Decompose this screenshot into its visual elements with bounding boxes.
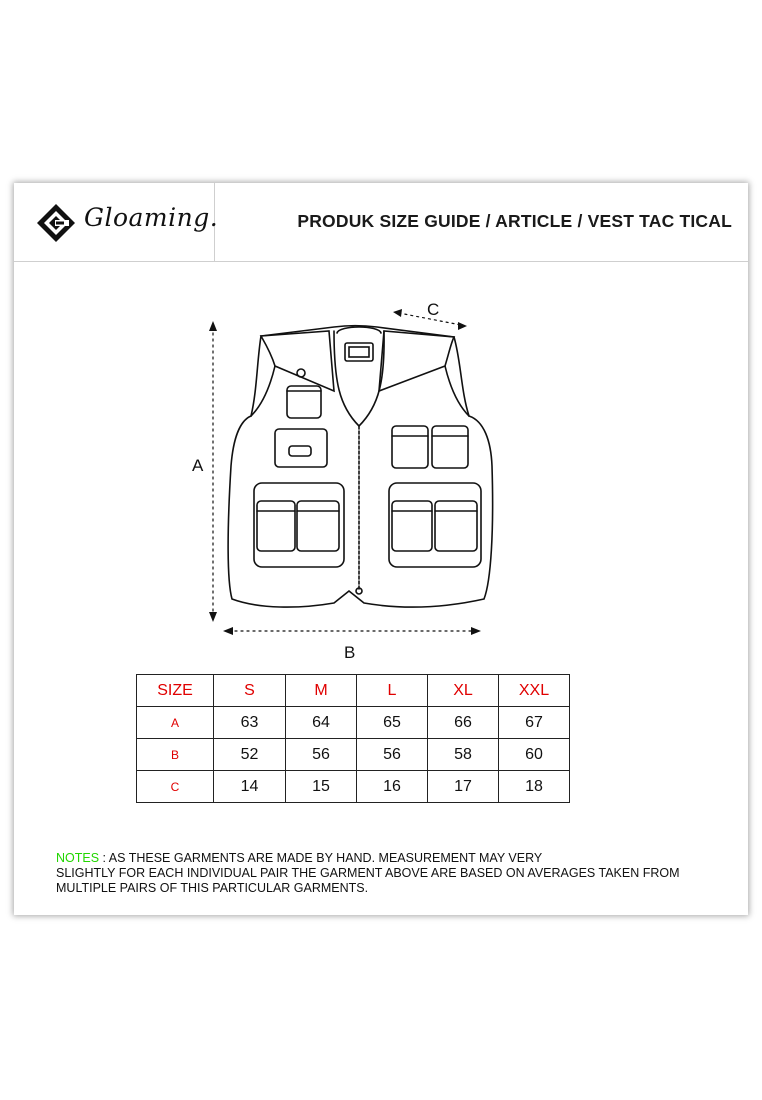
table-cell: 56 [286,739,357,771]
table-header-cell: M [286,675,357,707]
table-row [137,707,570,739]
table-cell: 60 [499,739,570,771]
table-cell: 58 [428,739,499,771]
notes-line: MULTIPLE PAIRS OF THIS PARTICULAR GARMENTS. [56,881,369,895]
table-cell: 17 [428,771,499,803]
table-header-cell: SIZE [137,675,214,707]
notes-line: SLIGHTLY FOR EACH INDIVIDUAL PAIR THE GARMENT ABOVE ARE BASED ON AVERAGES TAKEN FROM [56,866,680,880]
header-bar [14,183,748,262]
size-guide-card [14,183,748,915]
row-label: C [137,771,214,803]
table-header-cell: S [214,675,286,707]
table-cell: 67 [499,707,570,739]
table-cell: 52 [214,739,286,771]
row-label: B [137,739,214,771]
page-title: PRODUK SIZE GUIDE / ARTICLE / VEST TAC TICAL [297,211,732,231]
tactical-vest-icon [199,291,499,646]
table-cell: 66 [428,707,499,739]
notes-line: : AS THESE GARMENTS ARE MADE BY HAND. MEASUREMENT MAY VERY [99,851,543,865]
table-cell: 64 [286,707,357,739]
diamond-g-logo-icon [36,203,76,243]
row-label: A [137,707,214,739]
brand-name: Gloaming. [84,203,219,232]
table-row [137,771,570,803]
dimension-label-c: C [427,300,440,319]
dimension-label-b: B [344,643,356,662]
table-cell: 15 [286,771,357,803]
table-cell: 18 [499,771,570,803]
table-cell: 65 [357,707,428,739]
table-cell: 14 [214,771,286,803]
table-cell: 56 [357,739,428,771]
table-row [137,739,570,771]
table-header-cell: XXL [499,675,570,707]
notes-text [56,851,736,896]
table-header-cell: L [357,675,428,707]
table-header-row [137,675,570,707]
table-header-cell: XL [428,675,499,707]
notes-key: NOTES [56,851,100,865]
table-cell: 63 [214,707,286,739]
size-table [136,674,570,803]
table-cell: 16 [357,771,428,803]
brand-logo [14,183,219,261]
dimension-label-a: A [192,456,204,475]
